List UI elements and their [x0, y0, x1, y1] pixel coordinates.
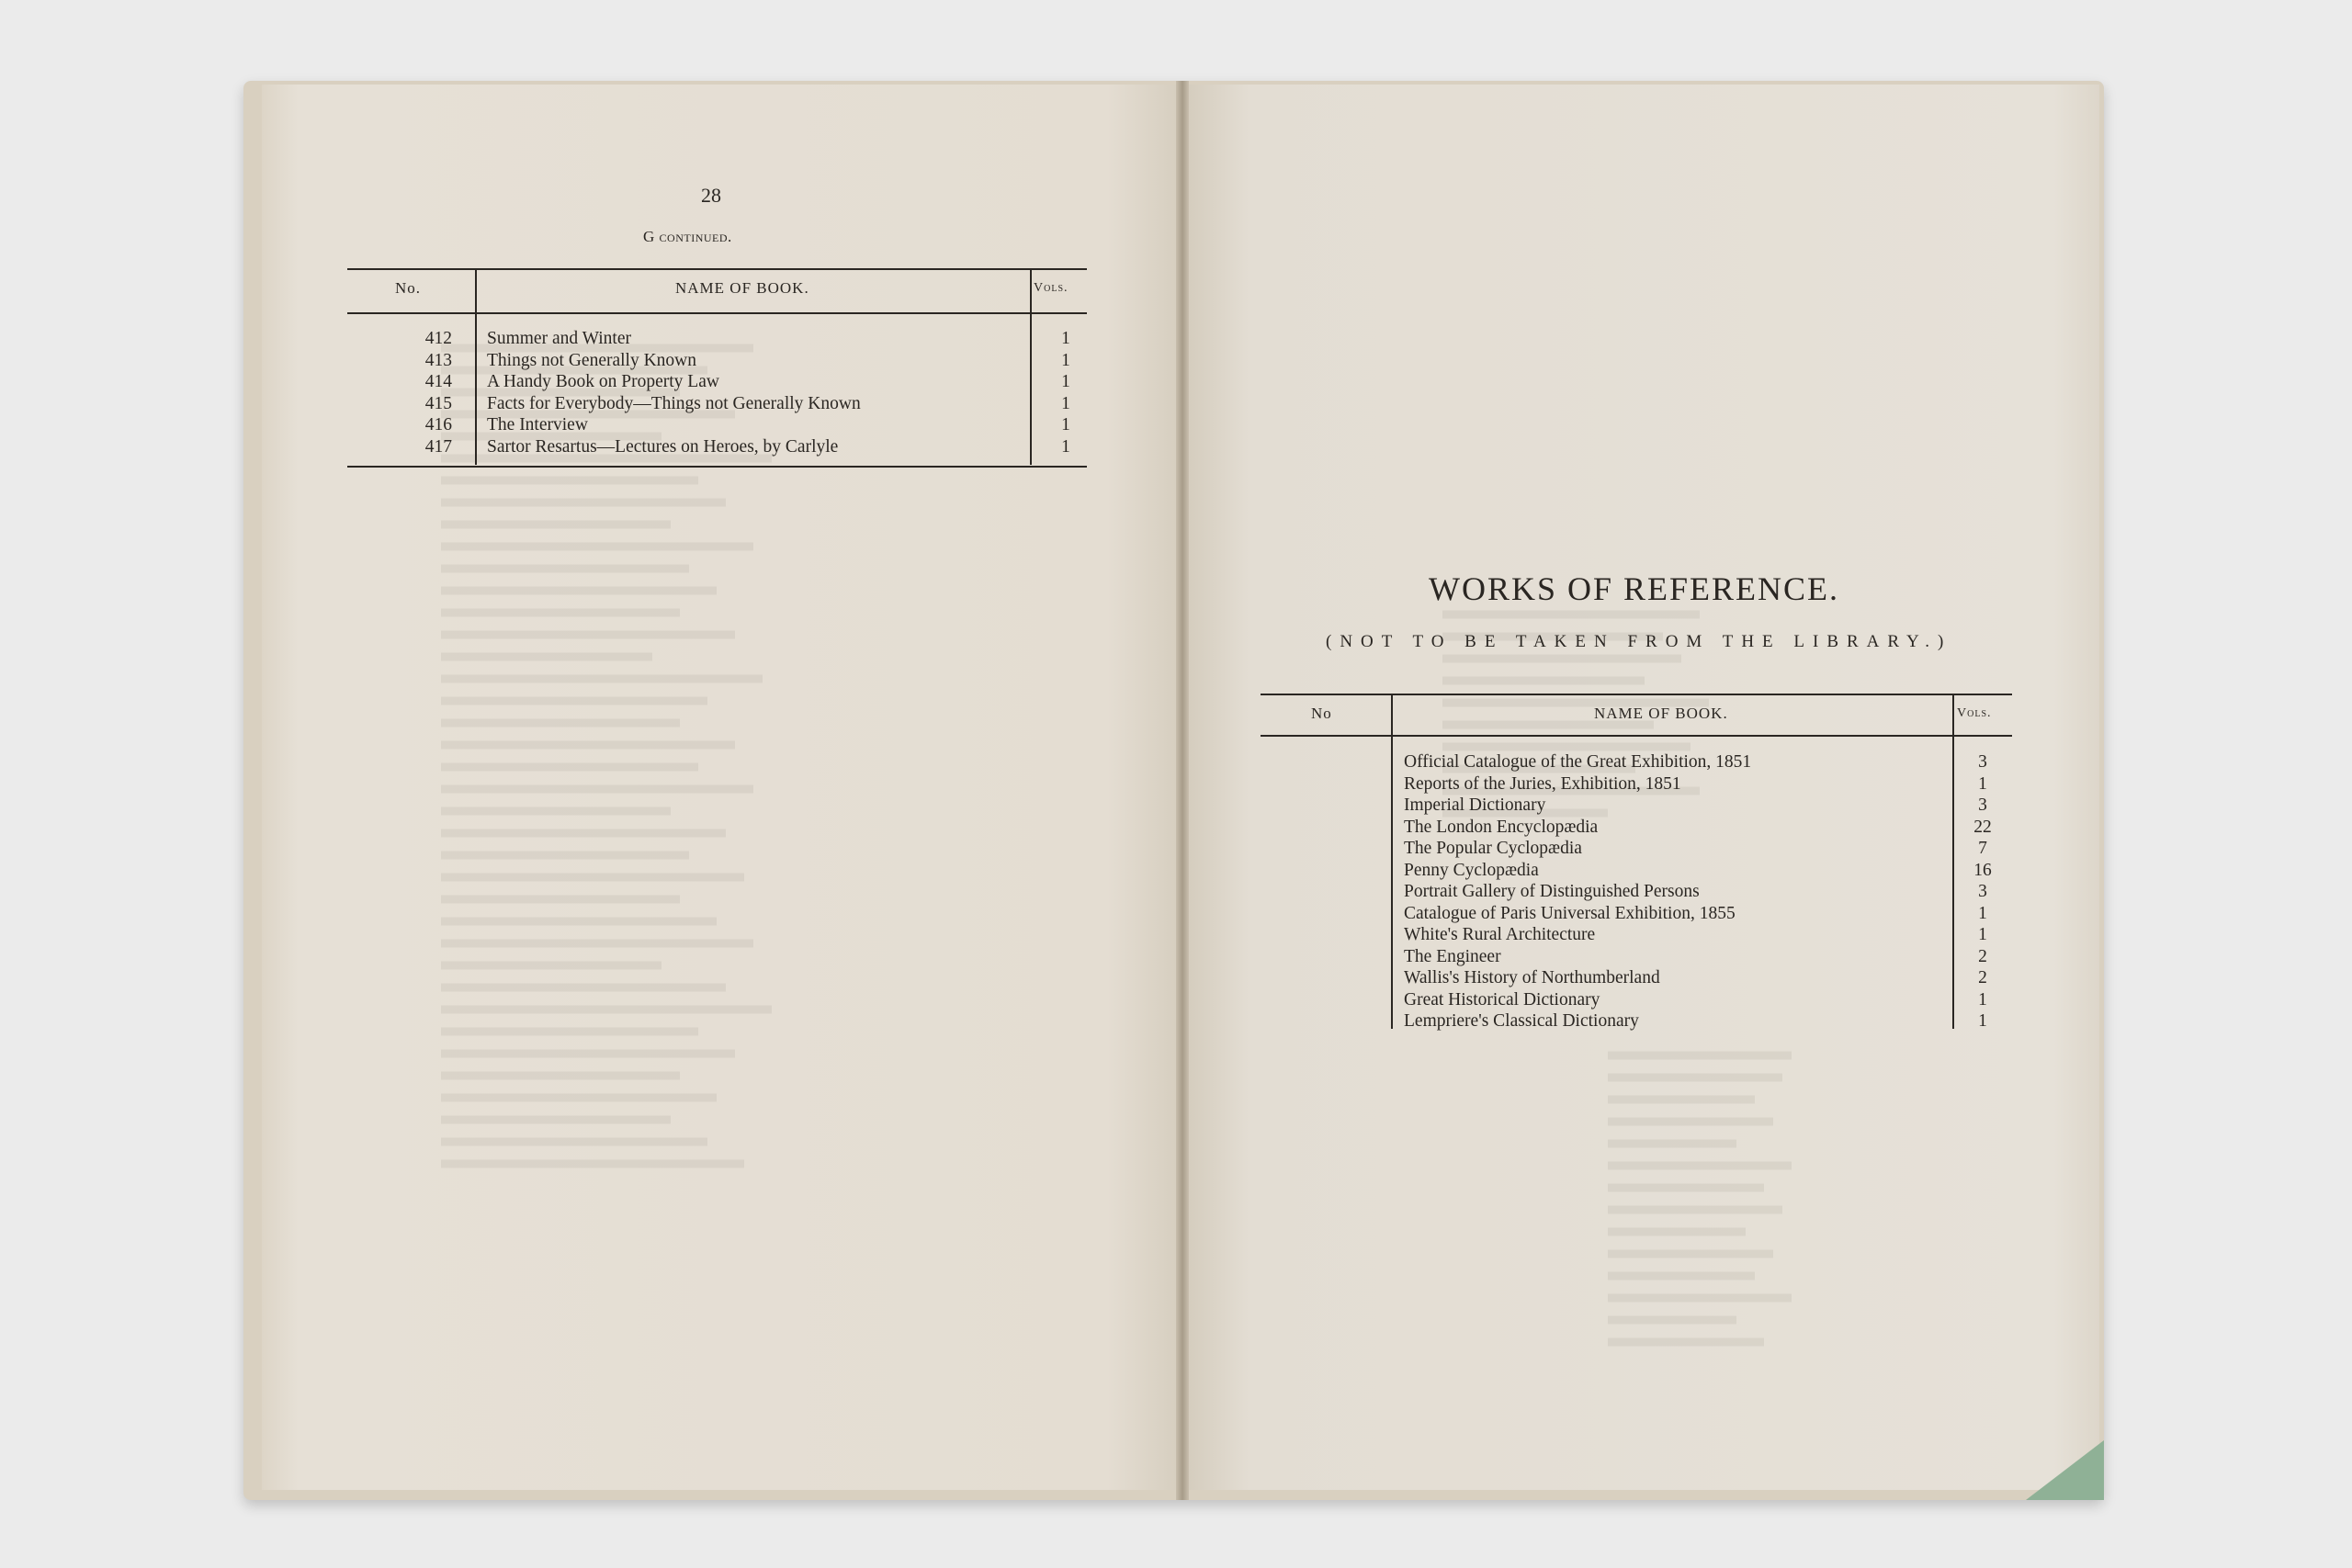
table-row-name: The Popular Cyclopædia — [1404, 839, 1582, 858]
column-rule-no — [1391, 694, 1393, 1029]
table-row-name: The Interview — [487, 415, 588, 434]
table-row-vols: 1 — [1061, 393, 1070, 413]
table-row-vols: 1 — [1061, 350, 1070, 370]
left-page-show-through — [395, 317, 910, 1401]
table-row-vols: 2 — [1978, 968, 1987, 987]
table-row-vols: 3 — [1978, 752, 1987, 772]
header-name: NAME OF BOOK. — [675, 279, 809, 297]
table-row-name: Penny Cyclopædia — [1404, 860, 1539, 880]
table-row-vols: 1 — [1978, 903, 1987, 923]
page-subtitle: (NOT TO BE TAKEN FROM THE LIBRARY.) — [1326, 632, 1952, 651]
table-row-no: 412 — [424, 329, 452, 348]
table-row-no: 416 — [424, 415, 452, 434]
table-row-name: Sartor Resartus—Lectures on Heroes, by Carlyle — [487, 436, 839, 457]
table-row-vols: 1 — [1978, 1011, 1987, 1031]
table-row-vols: 1 — [1978, 773, 1987, 794]
table-top-rule — [1261, 694, 2012, 695]
table-row-name: Summer and Winter — [487, 329, 631, 348]
header-vols: Vols. — [1957, 706, 1992, 720]
column-rule-vols — [1952, 694, 1954, 1029]
table-row-vols: 22 — [1973, 817, 1992, 837]
table-row-name: A Handy Book on Property Law — [487, 372, 719, 391]
table-row-name: Lempriere's Classical Dictionary — [1404, 1011, 1639, 1031]
header-rule — [347, 312, 1087, 314]
table-row-name: Facts for Everybody—Things not Generally Known — [487, 393, 861, 413]
section-heading: G continued. — [643, 228, 732, 245]
name-column — [487, 328, 1024, 457]
table-row-name: Imperial Dictionary — [1404, 795, 1546, 815]
table-row-vols: 1 — [1061, 436, 1070, 457]
vols-column — [1964, 751, 2001, 1032]
table-row-name: Reports of the Juries, Exhibition, 1851 — [1404, 773, 1681, 794]
table-bottom-rule — [347, 466, 1087, 468]
table-row-no: 413 — [424, 350, 452, 370]
table-row-no: 414 — [424, 372, 452, 391]
table-row-name: White's Rural Architecture — [1404, 925, 1596, 944]
table-top-rule — [347, 268, 1087, 270]
table-row-name: The London Encyclopædia — [1404, 817, 1599, 837]
table-row-vols: 1 — [1978, 989, 1987, 1010]
table-row-name: The Engineer — [1404, 946, 1501, 966]
table-row-name: Great Historical Dictionary — [1404, 989, 1600, 1010]
name-column — [1404, 751, 1946, 1032]
table-row-vols: 3 — [1978, 795, 1987, 815]
table-row-vols: 2 — [1978, 946, 1987, 966]
header-rule — [1261, 735, 2012, 737]
table-row-vols: 16 — [1973, 860, 1992, 880]
table-row-name: Official Catalogue of the Great Exhibition, 1851 — [1404, 752, 1752, 772]
table-row-vols: 1 — [1061, 372, 1070, 391]
table-row-no: 417 — [424, 436, 452, 457]
column-rule-no — [475, 268, 477, 465]
table-row-no: 415 — [424, 393, 452, 413]
table-row-name: Catalogue of Paris Universal Exhibition, 1855 — [1404, 903, 1736, 923]
book-gutter — [1176, 81, 1189, 1500]
show-through-lines — [404, 339, 919, 1395]
header-no: No — [1311, 705, 1332, 722]
table-row-name: Portrait Gallery of Distinguished Persons — [1404, 882, 1700, 901]
table-row-name: Things not Generally Known — [487, 350, 697, 370]
page-number: 28 — [701, 184, 721, 207]
column-rule-vols — [1030, 268, 1032, 465]
header-vols: Vols. — [1034, 281, 1069, 295]
no-column — [404, 328, 452, 457]
vols-column — [1047, 328, 1084, 457]
table-row-name: Wallis's History of Northumberland — [1404, 968, 1660, 987]
table-row-vols: 3 — [1978, 882, 1987, 901]
table-row-vols: 1 — [1061, 415, 1070, 434]
header-no: No. — [395, 279, 422, 297]
table-row-vols: 1 — [1978, 925, 1987, 944]
page-title: WORKS OF REFERENCE. — [1429, 570, 1840, 607]
table-row-vols: 1 — [1061, 329, 1070, 348]
table-row-vols: 7 — [1978, 839, 1987, 858]
header-name: NAME OF BOOK. — [1594, 705, 1728, 722]
